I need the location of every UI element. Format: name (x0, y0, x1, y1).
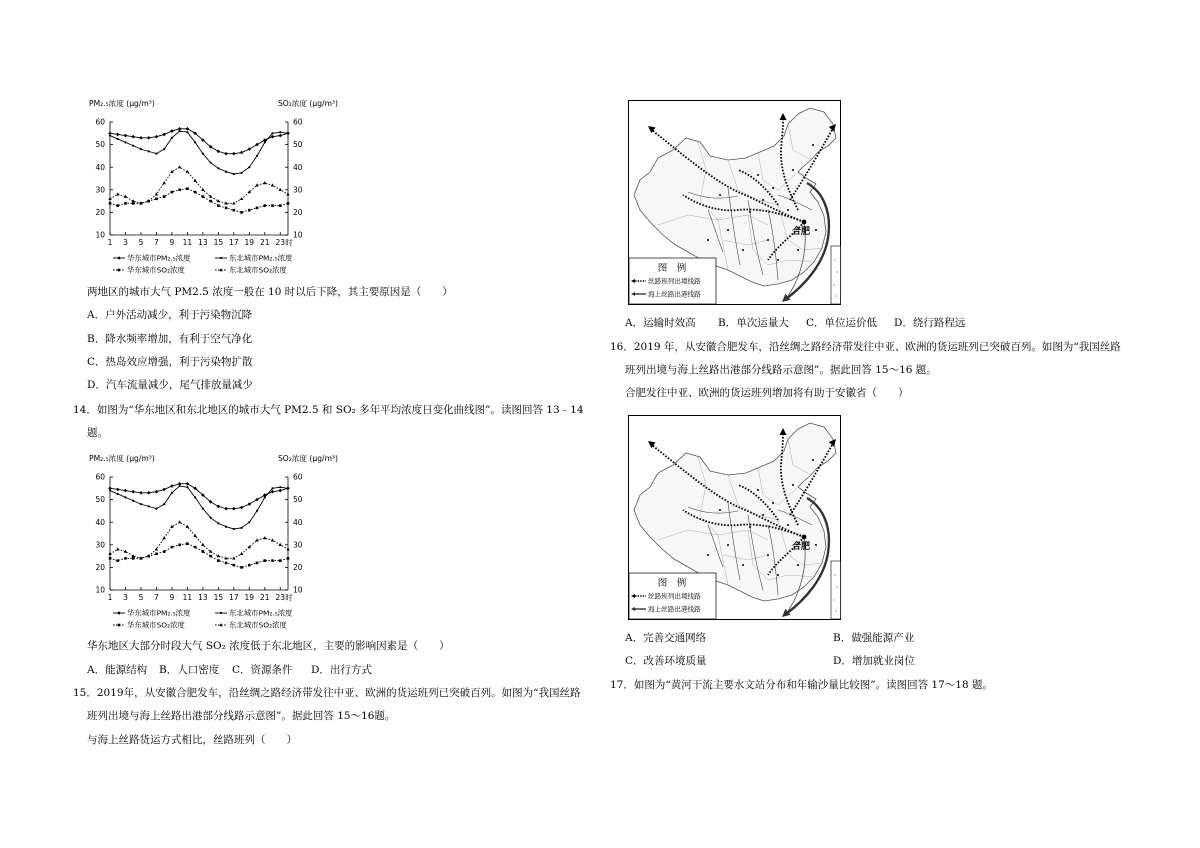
series-huadong-so2-point (271, 559, 274, 562)
series-dongbei-pm25-point (202, 153, 204, 155)
x-tick-label: 15 (213, 593, 224, 602)
series-dongbei-pm25-point (186, 131, 188, 133)
series-huadong-so2-point (248, 564, 251, 567)
series-huadong-so2-point (263, 559, 266, 562)
south-china-sea-inset (831, 246, 841, 304)
q14-intro-line-1: 14．如图为“华东地区和东北地区的城市大气 PM2.5 和 SO₂ 多年平均浓度日变化曲线图”。读图回答 13﹣14 (73, 404, 584, 416)
legend-rail-label: 丝路班列出境线路 (648, 592, 701, 601)
series-huadong-pm25-point (131, 135, 135, 139)
series-dongbei-pm25-point (155, 508, 157, 510)
x-axis-unit: 时 (285, 238, 293, 247)
series-huadong-pm25-point (240, 151, 244, 155)
y-tick-label-right: 40 (293, 517, 303, 527)
series-dongbei-so2-point (170, 525, 173, 528)
legend-rail-label: 丝路班列出境线路 (648, 277, 701, 286)
legend-marker (220, 257, 222, 259)
series-huadong-so2-point (279, 204, 282, 207)
y-tick-label-right: 50 (293, 495, 303, 505)
series-dongbei-pm25-point (171, 492, 173, 494)
legend-marker (117, 256, 121, 260)
y-tick-label-left: 30 (95, 540, 105, 550)
q16-option-b: B．做强能源产业 (833, 632, 915, 644)
y-tick-label-left: 20 (95, 563, 105, 572)
series-dongbei-pm25-point (140, 148, 142, 150)
series-dongbei-pm25-point (240, 527, 242, 529)
legend-sea-label: 海上丝路出港线路 (648, 605, 701, 614)
q14-option-d: D．出行方式 (311, 664, 372, 676)
series-huadong-pm25-point (186, 482, 190, 486)
y-tick-label-left: 60 (95, 117, 105, 127)
series-huadong-pm25-point (248, 147, 252, 151)
series-dongbei-pm25-point (132, 145, 134, 147)
y-tick-label-left: 30 (95, 185, 105, 195)
series-huadong-so2-point (171, 191, 174, 194)
series-huadong-so2-point (225, 562, 228, 565)
y-tick-label-left: 50 (95, 140, 105, 150)
series-huadong-pm25-point (131, 490, 135, 494)
x-tick-label: 15 (213, 238, 224, 247)
series-huadong-so2-point (116, 204, 119, 207)
series-dongbei-so2-point (193, 179, 196, 182)
series-dongbei-pm25-point (225, 171, 227, 173)
series-dongbei-so2-point (240, 552, 243, 555)
series-dongbei-pm25-point (240, 172, 242, 174)
series-dongbei-so2-point (271, 538, 274, 541)
x-tick-label: 9 (169, 593, 175, 602)
x-tick-label: 23 (275, 238, 286, 247)
series-huadong-so2-point (163, 195, 166, 198)
series-dongbei-so2-line (110, 522, 288, 558)
legend-label: 华东城市SO₂浓度 (127, 620, 185, 630)
x-tick-label: 21 (260, 593, 270, 602)
series-dongbei-so2-line (110, 167, 288, 203)
x-tick-label: 5 (138, 593, 144, 602)
series-dongbei-pm25-point (109, 134, 111, 136)
q15-option-c: C．单位运价低 (806, 317, 878, 329)
x-tick-label: 5 (138, 238, 144, 247)
hefei-label: 合肥 (792, 227, 811, 237)
series-huadong-so2-point (233, 209, 236, 212)
series-huadong-pm25-point (155, 135, 159, 139)
map-legend-title: 图 例 (657, 263, 687, 274)
x-tick-label: 1 (107, 238, 113, 247)
q13-option-d: D．汽车流量减少，尾气排放量减少 (87, 379, 253, 391)
series-huadong-pm25-point (155, 490, 159, 494)
series-huadong-pm25-point (232, 507, 236, 511)
series-huadong-so2-point (217, 559, 220, 562)
y-tick-label-right: 20 (293, 563, 303, 572)
series-huadong-so2-point (116, 559, 119, 562)
series-huadong-so2-point (209, 200, 212, 203)
series-dongbei-pm25-point (217, 167, 219, 169)
series-huadong-so2-point (225, 207, 228, 210)
series-huadong-so2-point (109, 202, 112, 205)
q15-option-b: B．单次运量大 (718, 317, 789, 329)
x-tick-label: 1 (107, 593, 113, 602)
series-dongbei-so2-point (116, 192, 119, 195)
q15-option-d: D．绕行路程远 (894, 317, 966, 329)
series-huadong-so2-point (256, 562, 259, 565)
q14-option-a: A．能源结构 (87, 664, 148, 676)
legend-marker (118, 624, 121, 627)
series-huadong-so2-point (132, 202, 135, 205)
series-huadong-so2-point (233, 564, 236, 567)
hefei-marker (802, 220, 807, 225)
series-huadong-pm25-point (278, 489, 282, 493)
series-huadong-pm25-point (240, 506, 244, 510)
y-tick-label-left: 20 (95, 208, 105, 217)
series-dongbei-so2-point (201, 188, 204, 191)
legend-marker (117, 611, 121, 615)
series-huadong-so2-point (240, 566, 243, 569)
series-huadong-pm25-point (162, 488, 166, 492)
series-dongbei-pm25-point (186, 486, 188, 488)
q15-stem: 与海上丝路货运方式相比，丝路班列（ ） (87, 734, 297, 746)
series-dongbei-so2-point (263, 181, 266, 184)
series-huadong-so2-point (194, 546, 197, 549)
y-tick-label-right: 50 (293, 140, 303, 150)
series-huadong-so2-point (217, 204, 220, 207)
x-tick-label: 19 (244, 238, 255, 247)
legend-marker (118, 269, 121, 272)
y-tick-label-right: 30 (293, 540, 303, 550)
series-dongbei-pm25-point (264, 496, 266, 498)
silk-road-route-map (628, 415, 841, 620)
series-huadong-so2-line (110, 189, 288, 213)
series-dongbei-pm25-point (194, 496, 196, 498)
series-dongbei-so2-point (178, 165, 181, 168)
x-tick-label: 17 (229, 593, 239, 602)
series-huadong-so2-point (256, 207, 259, 210)
series-huadong-pm25-point (139, 136, 143, 140)
q16-stem: 合肥发往中亚、欧洲的货运班列增加将有助于安徽省（ ） (625, 387, 909, 399)
map-legend (629, 573, 716, 619)
series-huadong-so2-point (171, 546, 174, 549)
legend-label: 东北城市SO₂浓度 (229, 620, 287, 630)
series-dongbei-pm25-point (256, 155, 258, 157)
x-tick-label: 19 (244, 593, 255, 602)
y-tick-label-right: 20 (293, 208, 303, 217)
map-legend (629, 258, 716, 304)
series-huadong-pm25-point (224, 152, 228, 156)
hefei-label: 合肥 (792, 542, 811, 552)
y-axis-right-title: SO₂浓度 (μg/m³) (277, 99, 338, 108)
series-dongbei-pm25-point (287, 487, 289, 489)
series-huadong-so2-point (202, 550, 205, 553)
series-huadong-pm25-point (224, 507, 228, 511)
series-dongbei-pm25-point (194, 141, 196, 143)
series-huadong-so2-point (240, 211, 243, 214)
silk-road-route-map (628, 100, 841, 305)
x-tick-label: 3 (123, 593, 128, 602)
south-china-sea-inset (831, 561, 841, 619)
series-dongbei-so2-point (162, 536, 165, 539)
y-tick-label-right: 10 (293, 230, 303, 240)
series-dongbei-so2-point (116, 547, 119, 550)
series-huadong-pm25-point (255, 143, 259, 147)
y-tick-label-left: 60 (95, 472, 105, 482)
series-dongbei-so2-point (170, 170, 173, 173)
series-huadong-so2-point (202, 195, 205, 198)
series-dongbei-so2-point (279, 543, 282, 546)
series-dongbei-pm25-point (271, 132, 273, 134)
series-dongbei-pm25-point (217, 522, 219, 524)
series-dongbei-pm25-point (117, 493, 119, 495)
series-huadong-pm25-point (248, 502, 252, 506)
x-tick-label: 7 (154, 593, 159, 602)
series-dongbei-pm25-point (124, 141, 126, 143)
series-huadong-pm25-point (278, 134, 282, 138)
q16-option-a: A．完善交通网络 (625, 632, 707, 644)
series-huadong-pm25-point (124, 489, 128, 493)
x-tick-label: 11 (182, 593, 193, 602)
q13-option-a: A．户外活动减少，利于污染物沉降 (87, 309, 253, 321)
q13-option-c: C．热岛效应增强，利于污染物扩散 (87, 356, 253, 368)
series-dongbei-pm25-point (271, 487, 273, 489)
y-tick-label-left: 40 (95, 162, 105, 172)
y-axis-left-title: PM₂.₅浓度 (μg/m³) (89, 454, 155, 463)
hefei-marker (802, 535, 807, 540)
y-tick-label-right: 10 (293, 585, 303, 595)
series-huadong-pm25-line (110, 484, 288, 509)
series-dongbei-pm25-point (202, 508, 204, 510)
series-huadong-pm25-point (147, 491, 151, 495)
series-dongbei-pm25-point (109, 489, 111, 491)
series-dongbei-pm25-point (210, 162, 212, 164)
legend-sea-label: 海上丝路出港线路 (648, 290, 701, 299)
series-dongbei-so2-point (178, 520, 181, 523)
q16-intro-line-2: 班列出境与海上丝路出港部分线路示意图”。据此回答 15～16 题。 (625, 364, 937, 376)
series-huadong-so2-point (109, 557, 112, 560)
series-huadong-so2-point (287, 557, 290, 560)
series-huadong-so2-point (263, 204, 266, 207)
q14-option-b: B．人口密度 (159, 664, 220, 676)
series-dongbei-pm25-point (233, 173, 235, 175)
series-huadong-so2-point (186, 542, 189, 545)
q14-stem: 华东地区大部分时段大气 SO₂ 浓度低于东北地区，主要的影响因素是（ ） (87, 640, 450, 652)
y-tick-label-left: 10 (95, 230, 105, 240)
q14-intro-line-2: 题。 (87, 427, 108, 439)
x-tick-label: 7 (154, 238, 159, 247)
series-dongbei-pm25-point (279, 486, 281, 488)
series-huadong-so2-line (110, 544, 288, 568)
series-huadong-pm25-point (116, 133, 120, 137)
series-huadong-so2-point (248, 209, 251, 212)
series-dongbei-so2-point (286, 547, 289, 550)
series-huadong-so2-point (279, 559, 282, 562)
series-dongbei-pm25-point (155, 153, 157, 155)
series-dongbei-pm25-point (132, 500, 134, 502)
series-huadong-pm25-line (110, 129, 288, 154)
series-huadong-so2-point (163, 550, 166, 553)
series-dongbei-so2-point (263, 536, 266, 539)
legend-marker (220, 612, 222, 614)
series-huadong-pm25-point (147, 136, 151, 140)
q13-option-b: B．降水频率增加，有利于空气净化 (87, 333, 253, 345)
x-axis-unit: 时 (285, 593, 293, 602)
series-dongbei-pm25-point (179, 130, 181, 132)
series-dongbei-pm25-point (171, 137, 173, 139)
series-dongbei-so2-point (201, 543, 204, 546)
series-huadong-pm25-point (170, 129, 174, 133)
x-tick-label: 13 (198, 238, 208, 247)
y-axis-right-title: SO₂浓度 (μg/m³) (277, 454, 338, 463)
series-huadong-pm25-point (186, 127, 190, 131)
series-huadong-so2-point (271, 204, 274, 207)
series-dongbei-pm25-point (124, 496, 126, 498)
series-dongbei-pm25-point (163, 148, 165, 150)
series-dongbei-pm25-point (248, 166, 250, 168)
series-huadong-so2-point (186, 187, 189, 190)
series-dongbei-pm25-point (148, 150, 150, 152)
series-huadong-so2-point (124, 202, 127, 205)
series-huadong-so2-point (287, 202, 290, 205)
q17-intro: 17．如图为“黄河干流主要水文站分布和年输沙量比较图”。读图回答 17～18 题。 (610, 679, 993, 691)
series-huadong-pm25-point (124, 134, 128, 138)
series-dongbei-pm25-point (148, 505, 150, 507)
x-tick-label: 17 (229, 238, 239, 247)
series-dongbei-pm25-point (264, 141, 266, 143)
series-dongbei-pm25-point (117, 138, 119, 140)
q15-option-a: A．运输时效高 (625, 317, 696, 329)
series-huadong-pm25-point (162, 133, 166, 137)
y-tick-label-right: 60 (293, 472, 303, 482)
series-dongbei-so2-point (240, 197, 243, 200)
x-tick-label: 11 (182, 238, 193, 247)
x-tick-label: 21 (260, 238, 270, 247)
series-huadong-pm25-point (139, 491, 143, 495)
series-dongbei-so2-point (232, 556, 235, 559)
series-dongbei-pm25-point (279, 131, 281, 133)
series-huadong-pm25-point (232, 152, 236, 156)
route-map-figure (628, 415, 841, 620)
pollution-diurnal-chart (85, 95, 345, 280)
x-tick-label: 13 (198, 593, 208, 602)
series-huadong-pm25-point (116, 488, 120, 492)
q13-stem: 两地区的城市大气 PM2.5 浓度一般在 10 时以后下降，其主要原因是（ ） (87, 286, 453, 298)
legend-label: 华东城市PM₂.₅浓度 (127, 608, 191, 618)
legend-label: 东北城市PM₂.₅浓度 (229, 253, 293, 263)
y-tick-label-right: 60 (293, 117, 303, 127)
y-tick-label-left: 40 (95, 517, 105, 527)
x-tick-label: 9 (169, 238, 175, 247)
y-tick-label-right: 30 (293, 185, 303, 195)
series-huadong-so2-point (155, 553, 158, 556)
x-tick-label: 3 (123, 238, 128, 247)
series-dongbei-pm25-point (179, 485, 181, 487)
series-dongbei-pm25-point (287, 132, 289, 134)
series-huadong-so2-point (132, 557, 135, 560)
series-huadong-so2-point (194, 191, 197, 194)
route-map-figure (628, 100, 841, 305)
map-legend-title: 图 例 (657, 578, 687, 589)
y-tick-label-right: 40 (293, 162, 303, 172)
series-dongbei-pm25-point (163, 503, 165, 505)
series-huadong-pm25-point (217, 505, 221, 509)
legend-label: 东北城市SO₂浓度 (229, 265, 287, 275)
series-dongbei-pm25-point (256, 510, 258, 512)
y-tick-label-left: 10 (95, 585, 105, 595)
x-tick-label: 23 (275, 593, 286, 602)
series-huadong-so2-point (178, 544, 181, 547)
legend-label: 华东城市SO₂浓度 (127, 265, 185, 275)
series-huadong-so2-point (209, 555, 212, 558)
series-dongbei-pm25-point (225, 526, 227, 528)
series-huadong-so2-point (155, 198, 158, 201)
series-dongbei-so2-point (279, 188, 282, 191)
series-dongbei-so2-point (232, 201, 235, 204)
y-axis-left-title: PM₂.₅浓度 (μg/m³) (89, 99, 155, 108)
series-huadong-pm25-point (170, 484, 174, 488)
series-dongbei-so2-point (193, 534, 196, 537)
q15-intro-line-1: 15．2019年，从安徽合肥发车，沿丝绸之路经济带发往中亚、欧洲的货运班列已突破百列。如图为“我国丝路 (73, 687, 581, 699)
series-dongbei-pm25-point (210, 517, 212, 519)
series-dongbei-so2-point (162, 181, 165, 184)
series-huadong-so2-point (178, 189, 181, 192)
series-dongbei-pm25-point (248, 521, 250, 523)
q14-option-c: C．资源条件 (232, 664, 293, 676)
series-huadong-pm25-point (217, 150, 221, 154)
legend-label: 东北城市PM₂.₅浓度 (229, 608, 293, 618)
q16-option-d: D．增加就业岗位 (833, 655, 915, 667)
series-dongbei-pm25-point (140, 503, 142, 505)
q16-intro-line-1: 16．2019 年，从安徽合肥发车，沿丝绸之路经济带发往中亚、欧洲的货运班列已突破百列。如图为“我国丝路 (610, 341, 1121, 353)
series-dongbei-so2-point (286, 192, 289, 195)
legend-label: 华东城市PM₂.₅浓度 (127, 253, 191, 263)
series-dongbei-so2-point (271, 183, 274, 186)
q16-option-c: C．改善环境质量 (625, 655, 707, 667)
series-huadong-pm25-point (255, 498, 259, 502)
series-huadong-so2-point (124, 557, 127, 560)
q15-intro-line-2: 班列出境与海上丝路出港部分线路示意图”。据此回答 15～16题。 (87, 710, 396, 722)
pollution-diurnal-chart (85, 450, 345, 635)
series-dongbei-pm25-point (233, 528, 235, 530)
y-tick-label-left: 50 (95, 495, 105, 505)
